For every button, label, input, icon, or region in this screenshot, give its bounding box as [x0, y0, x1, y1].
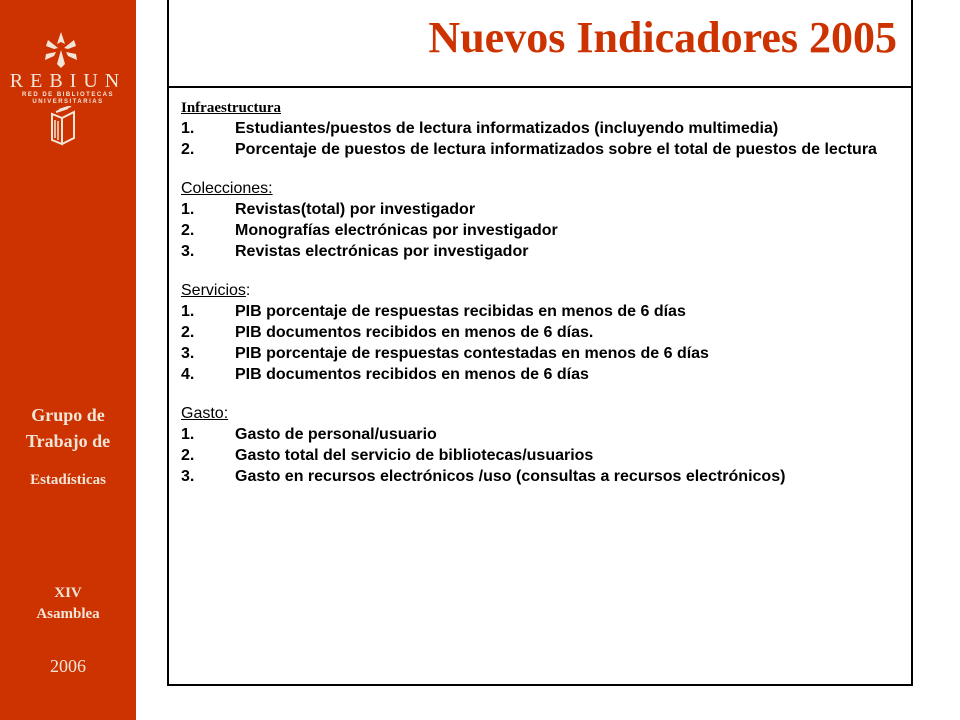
item-number: 1.	[181, 426, 195, 443]
item-number: 1.	[181, 120, 195, 137]
books-icon	[48, 106, 78, 146]
section-heading: Gasto:	[181, 405, 229, 422]
content-panel	[167, 0, 913, 686]
item-text: Revistas(total) por investigador	[235, 201, 476, 218]
group-line-3: Estadísticas	[30, 472, 106, 488]
item-number: 2.	[181, 447, 195, 464]
section-infraestructura	[181, 98, 911, 160]
item-number: 3.	[181, 468, 195, 485]
list-item	[181, 118, 911, 139]
assembly-year: 2006	[50, 656, 86, 676]
list-item	[181, 343, 911, 364]
list-item	[181, 241, 911, 262]
list-item	[181, 301, 911, 322]
section-servicios	[181, 281, 911, 385]
section-heading: Servicios	[181, 282, 246, 299]
section-heading: Infraestructura	[181, 100, 281, 116]
section-gasto	[181, 404, 911, 487]
group-line-1: Grupo de	[31, 405, 105, 425]
item-number: 1.	[181, 303, 195, 320]
assembly-number: XIV	[54, 585, 82, 601]
item-number: 2.	[181, 141, 195, 158]
logo-name: REBIUN	[9, 70, 127, 92]
item-text: PIB documentos recibidos en menos de 6 días	[235, 366, 589, 383]
section-heading-row	[181, 281, 911, 301]
indicator-list	[169, 88, 911, 487]
rebiun-emblem-icon	[42, 30, 80, 70]
item-text: Gasto de personal/usuario	[235, 426, 437, 443]
item-number: 2.	[181, 222, 195, 239]
section-heading: Colecciones:	[181, 180, 273, 197]
item-text: Gasto en recursos electrónicos /uso (consultas a recursos electrónicos)	[235, 468, 786, 485]
item-text: PIB documentos recibidos en menos de 6 días.	[235, 324, 594, 341]
item-text: PIB porcentaje de respuestas recibidas en menos de 6 días	[235, 303, 686, 320]
list-item	[181, 364, 911, 385]
rebiun-logo	[0, 30, 136, 160]
item-text: Estudiantes/puestos de lectura informatizados (incluyendo multimedia)	[235, 120, 779, 137]
item-text: Revistas electrónicas por investigador	[235, 243, 529, 260]
item-number: 4.	[181, 366, 195, 383]
item-text: PIB porcentaje de respuestas contestadas en menos de 6 días	[235, 345, 709, 362]
list-item	[181, 322, 911, 343]
item-text: Monografías electrónicas por investigador	[235, 222, 558, 239]
item-text: Gasto total del servicio de bibliotecas/usuarios	[235, 447, 594, 464]
logo-subtitle-line1: RED DE BIBLIOTECAS	[21, 92, 114, 98]
logo-subtitle-line2: UNIVERSITARIAS	[32, 99, 104, 105]
list-item	[181, 199, 911, 220]
list-item	[181, 445, 911, 466]
page-title: Nuevos Indicadores 2005	[428, 13, 897, 62]
sidebar	[0, 0, 136, 720]
section-colecciones	[181, 179, 911, 262]
item-text: Porcentaje de puestos de lectura informatizados sobre el total de puestos de lectura	[235, 141, 877, 158]
item-number: 3.	[181, 345, 195, 362]
list-item	[181, 466, 911, 487]
title-bar	[169, 0, 911, 88]
list-item	[181, 139, 911, 160]
item-number: 1.	[181, 201, 195, 218]
list-item	[181, 220, 911, 241]
list-item	[181, 424, 911, 445]
assembly-label: Asamblea	[36, 606, 100, 622]
section-heading-suffix: :	[245, 282, 251, 299]
item-number: 3.	[181, 243, 195, 260]
group-line-2: Trabajo de	[25, 431, 111, 451]
item-number: 2.	[181, 324, 195, 341]
